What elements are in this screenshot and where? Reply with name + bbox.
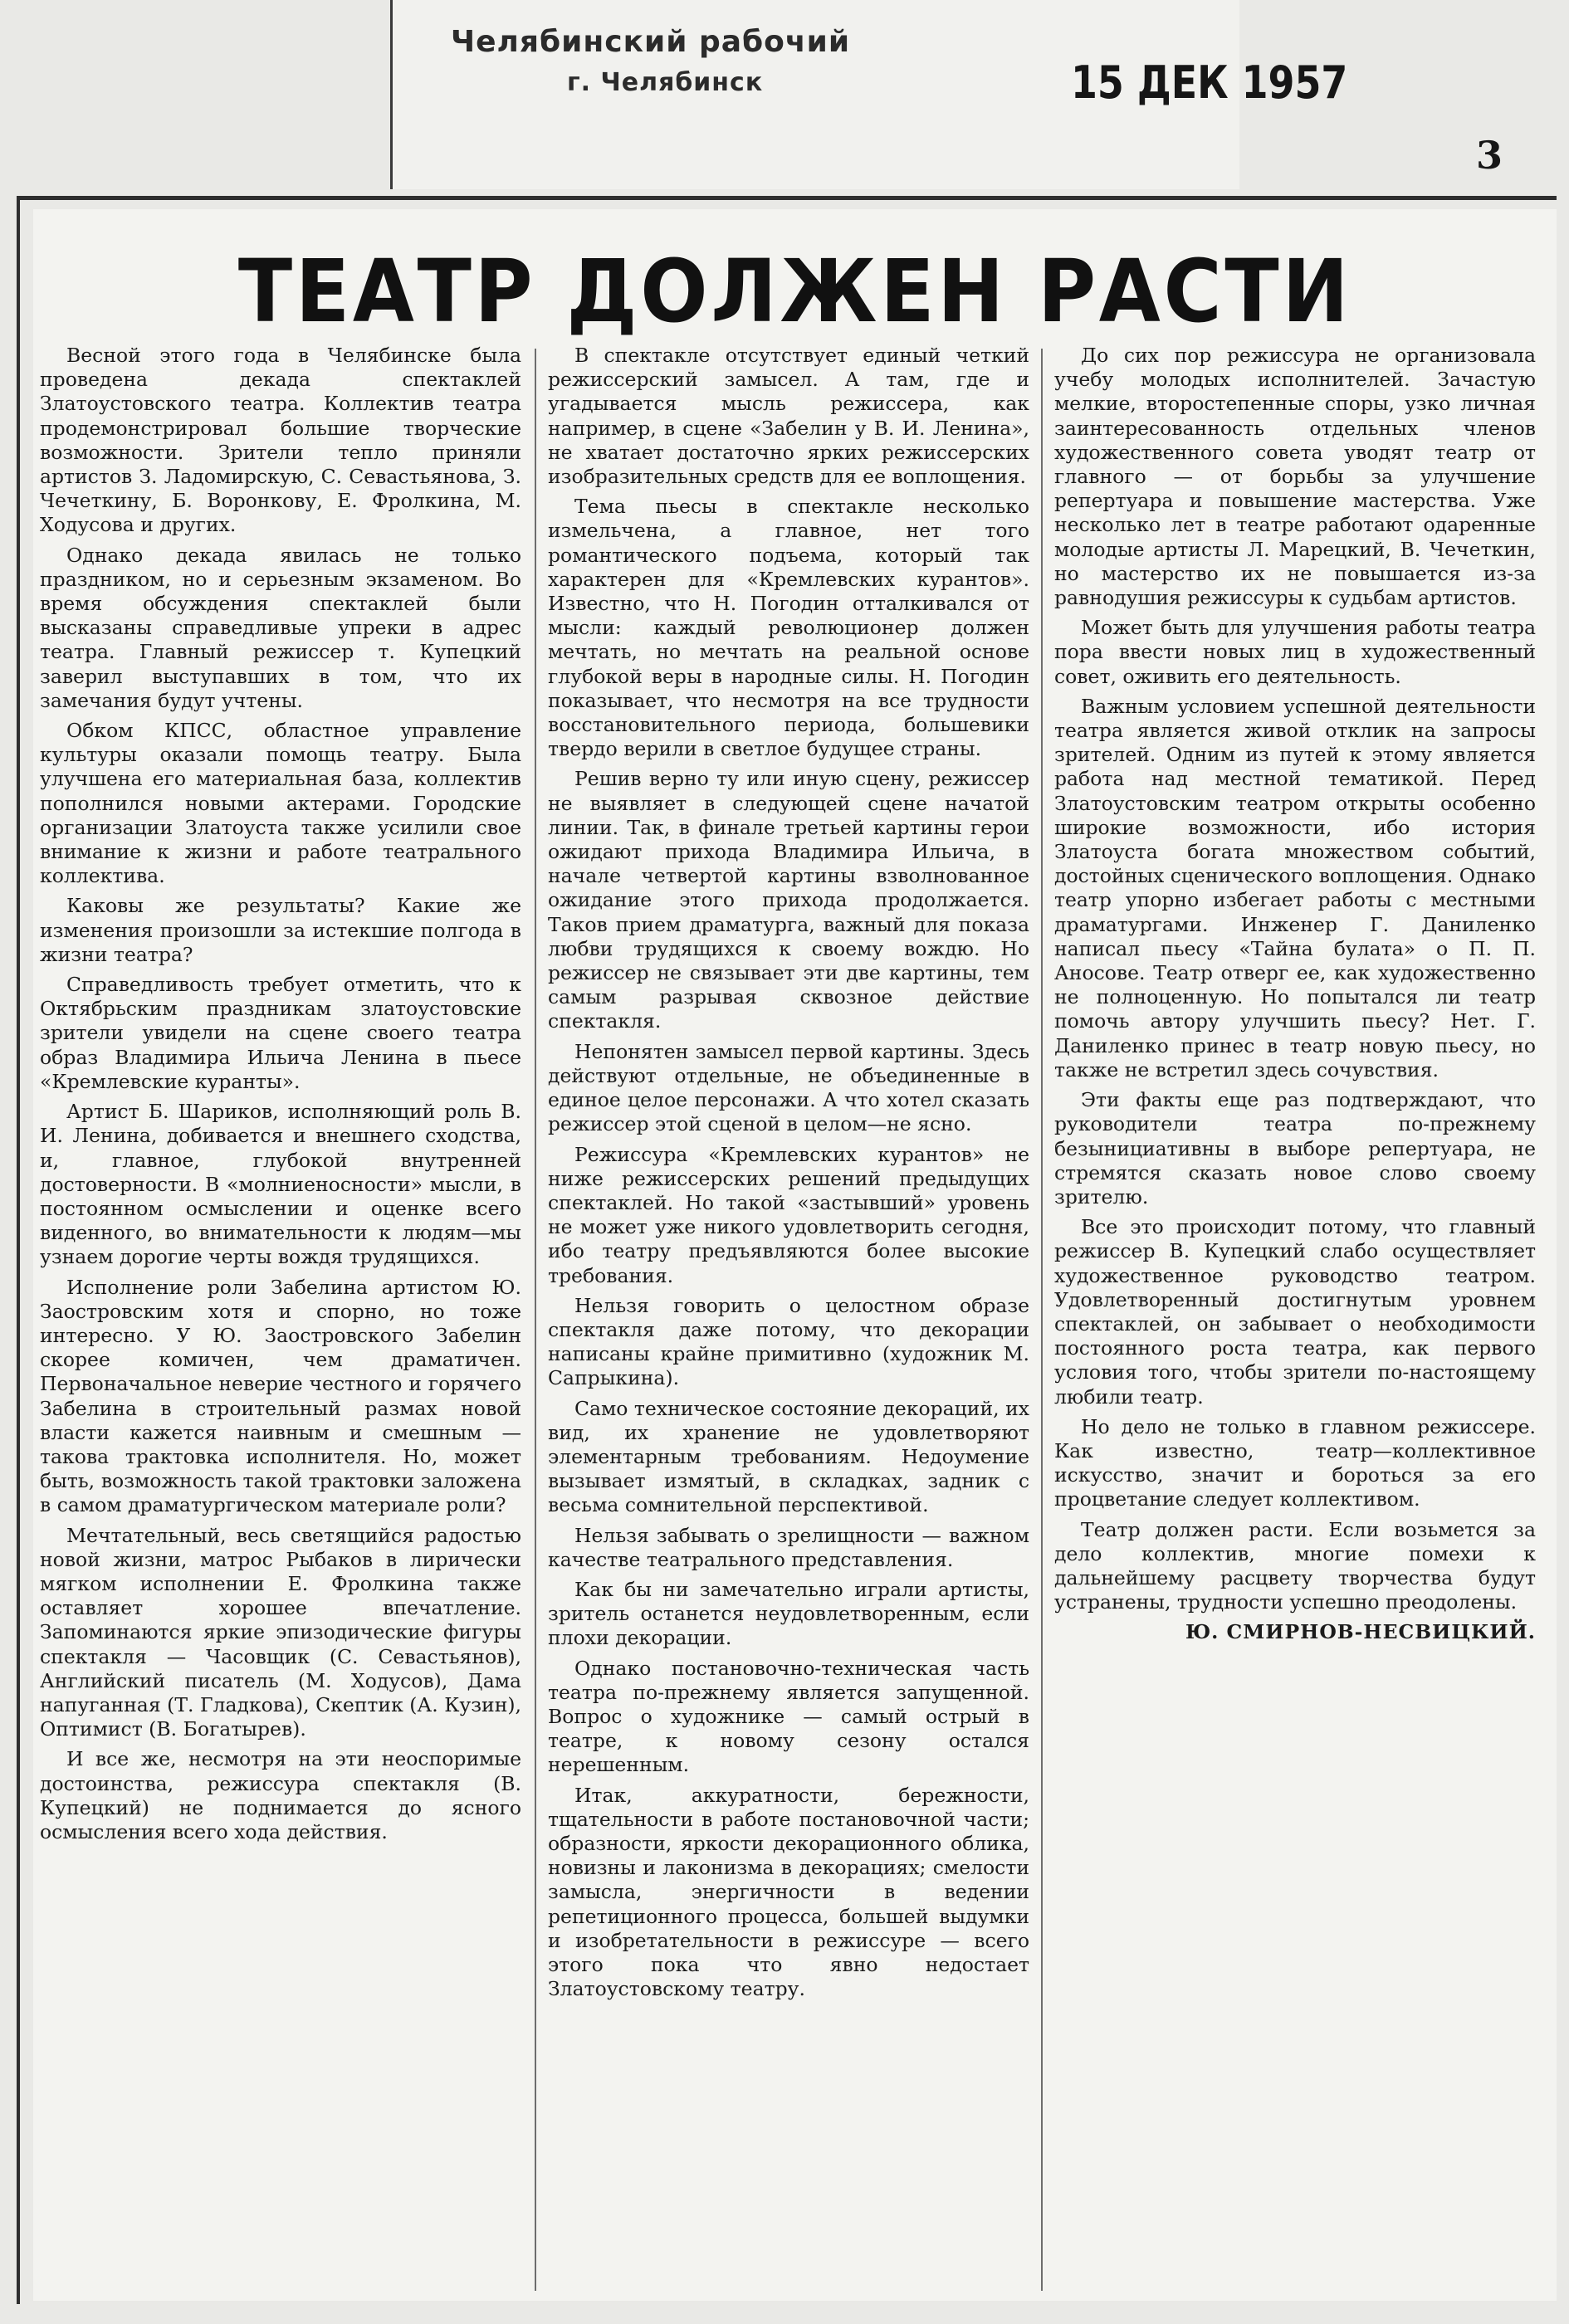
paragraph: Весной этого года в Челябинске была проведена декада спектаклей Златоустовского театра. Коллектив театра продемонстрировал большие творческие возможности. Зрители тепло приняли артистов З. Ладомирскую, С. Севастьянова, З. Чечеткину, Б. Воронкову, Е. Фролкина, М. Ходусова и других. bbox=[40, 344, 521, 537]
paragraph: Решив верно ту или иную сцену, режиссер не выявляет в следующей сцене начатой линии. Так, в финале третьей картины герои ожидают прихода Владимира Ильича, в начале четвертой картины взволнованное ожидание этого прихода продолжается. Таков прием драматурга, важный для показа любви трудящихся к своему вождю. Но режиссер не связывает эти две картины, тем самым разрывая сквозное действие спектакля. bbox=[548, 767, 1029, 1033]
paragraph: Нельзя говорить о целостном образе спектакля даже потому, что декорации написаны крайне примитивно (художник М. Сапрыкина). bbox=[548, 1293, 1029, 1390]
paragraph: Нельзя забывать о зрелищности — важном качестве театрального представления. bbox=[548, 1523, 1029, 1571]
paragraph: Само техническое состояние декораций, их вид, их хранение не удовлетворяют элементарным требованиям. Недоумение вызывает измятый, в складках, задник с весьма сомнительной перспективой. bbox=[548, 1396, 1029, 1517]
paragraph: Может быть для улучшения работы театра пора ввести новых лиц в художественный совет, оживить его деятельность. bbox=[1054, 616, 1536, 688]
top-rule bbox=[17, 196, 1557, 200]
paragraph: Театр должен расти. Если возьмется за дело коллектив, многие помехи к дальнейшему расцвету творчества будут устранены, трудности успешно преодолены. bbox=[1054, 1517, 1536, 1614]
paragraph: Но дело не только в главном режиссере. Как известно, театр—коллективное искусство, значит и бороться за его процветание следует коллективом. bbox=[1054, 1414, 1536, 1511]
newspaper-name: Челябинский рабочий bbox=[451, 25, 851, 59]
paragraph: Однако декада явилась не только праздником, но и серьезным экзаменом. Во время обсуждения спектаклей были высказаны справедливые упреки в адрес театра. Главный режиссер т. Купецкий заверил выступавших в том, что их замечания будут учтены. bbox=[40, 543, 521, 712]
paragraph: Однако постановочно-техническая часть театра по-прежнему является запущенной. Вопрос о художнике — самый острый в театре, к новому сезону остался нерешенным. bbox=[548, 1656, 1029, 1777]
paragraph: До сих пор режиссура не организовала учебу молодых исполнителей. Зачастую мелкие, второстепенные споры, узко личная заинтересованность отдельных членов художественного совета уводят театр от главного — от борьбы за улучшение репертуара и повышение мастерства. Уже несколько лет в театре работают одаренные молодые артисты Л. Марецкий, В. Чечеткин, но мастерство их не повышается из-за равнодушия режиссуры к судьбам артистов. bbox=[1054, 344, 1536, 610]
paragraph: Тема пьесы в спектакле несколько измельчена, а главное, нет того романтического подъема, который так характерен для «Кремлевских курантов». Известно, что Н. Погодин отталкивался от мысли: каждый революционер должен мечтать, но мечтать на реальной основе глубокой веры в народные силы. Н. Погодин показывает, что несмотря на все трудности восстановительного периода, большевики твердо верили в светлое будущее страны. bbox=[548, 495, 1029, 761]
paragraph: Исполнение роли Забелина артистом Ю. Заостровским хотя и спорно, но тоже интересно. У Ю. Заостровского Забелин скорее комичен, чем драматичен. Первоначальное неверие честного и горячего Забелина в строительный размах новой власти кажется наивным и смешным — такова трактовка исполнителя. Но, может быть, возможность такой трактовки заложена в самом драматургическом материале роли? bbox=[40, 1275, 521, 1517]
paragraph: Эти факты еще раз подтверждают, что руководители театра по-прежнему безынициативны в выборе репертуара, не стремятся сказать новое слово своему зрителю. bbox=[1054, 1088, 1536, 1208]
date-stamp: 15 ДЕК 1957 bbox=[1071, 56, 1348, 109]
paragraph: Как бы ни замечательно играли артисты, зритель останется неудовлетворенным, если плохи декорации. bbox=[548, 1577, 1029, 1650]
paragraph: И все же, несмотря на эти неоспоримые достоинства, режиссура спектакля (В. Купецкий) не поднимается до ясного осмысления всего хода действия. bbox=[40, 1747, 521, 1843]
paragraph: Все это происходит потому, что главный режиссер В. Купецкий слабо осуществляет художественное руководство театром. Удовлетворенный достигнутым уровнем спектаклей, он забывает о необходимости постоянного роста театра, как первого условия того, чтобы зрители по-настоящему любили театр. bbox=[1054, 1215, 1536, 1409]
left-rule bbox=[17, 196, 20, 2304]
paragraph: Итак, аккуратности, бережности, тщательности в работе постановочной части; образности, яркости декорационного облика, новизны и лаконизма в декорациях; смелости замысла, энергичности в ведении репетиционного процесса, большей выдумки и изобретательности в режиссуре — всего этого пока что явно недостает Златоустовскому театру. bbox=[548, 1783, 1029, 2001]
article-column-1 bbox=[40, 344, 521, 2294]
article-column-3 bbox=[1054, 344, 1536, 2294]
paragraph: Непонятен замысел первой картины. Здесь действуют отдельные, не объединенные в единое целое персонажи. А что хотел сказать режиссер этой сценой в целом—не ясно. bbox=[548, 1039, 1029, 1136]
paragraph: Важным условием успешной деятельности театра является живой отклик на запросы зрителей. Одним из путей к этому является работа над местной тематикой. Перед Златоустовским театром открыты особенно широкие возможности, ибо история Златоуста богата множеством событий, достойных сценического воплощения. Однако театр упорно избегает работы с местными драматургами. Инженер Г. Даниленко написал пьесу «Тайна булата» о П. П. Аносове. Театр отверг ее, как художественно не полноценную. Но попытался ли театр помочь автору улучшить пьесу? Нет. Г. Даниленко принес в театр новую пьесу, но также не встретил здесь сочувствия. bbox=[1054, 694, 1536, 1081]
paragraph: Каковы же результаты? Какие же изменения произошли за истекшие полгода в жизни театра? bbox=[40, 894, 521, 966]
paragraph: Мечтательный, весь светящийся радостью новой жизни, матрос Рыбаков в лирически мягком исполнении Е. Фролкина также оставляет хорошее впечатление. Запоминаются яркие эпизодические фигуры спектакля — Часовщик (С. Севастьянов), Английский писатель (М. Ходусов), Дама напуганная (Т. Гладкова), Скептик (А. Кузин), Оптимист (В. Богатырев). bbox=[40, 1523, 521, 1741]
newspaper-city: г. Челябинск bbox=[567, 68, 764, 97]
paragraph: Режиссура «Кремлевских курантов» не ниже режиссерских решений предыдущих спектаклей. Но такой «застывший» уровень не может уже никого удовлетворить сегодня, ибо театру предъявляются более высокие требования. bbox=[548, 1142, 1029, 1287]
paragraph: Артист Б. Шариков, исполняющий роль В. И. Ленина, добивается и внешнего сходства, и, главное, глубокой внутренней достоверности. В «молниеносности» мысли, в постоянном осмыслении и оценке всего виденного, во внимательности к людям—мы узнаем дорогие черты вождя трудящихся. bbox=[40, 1100, 521, 1269]
paragraph: Обком КПСС, областное управление культуры оказали помощь театру. Была улучшена его материальная база, коллектив пополнился новыми актерами. Городские организации Златоуста также усилили свое внимание к жизни и работе театрального коллектива. bbox=[40, 719, 521, 888]
page-number: 3 bbox=[1476, 133, 1503, 178]
paragraph: Справедливость требует отметить, что к Октябрьским праздникам златоустовские зрители увидели на сцене своего театра образ Владимира Ильича Ленина в пьесе «Кремлевские куранты». bbox=[40, 973, 521, 1093]
column-divider bbox=[1041, 349, 1043, 2291]
column-divider bbox=[535, 349, 536, 2291]
article-column-2 bbox=[548, 344, 1029, 2294]
headline: ТЕАТР ДОЛЖЕН РАСТИ bbox=[237, 241, 1352, 342]
paragraph: В спектакле отсутствует единый четкий режиссерский замысел. А там, где и угадывается мысль режиссера, как например, в сцене «Забелин у В. И. Ленина», не хватает достаточно ярких режиссерских изобразительных средств для ее воплощения. bbox=[548, 344, 1029, 489]
author-signature: Ю. СМИРНОВ-НЕСВИЦКИЙ. bbox=[1185, 1620, 1536, 1644]
article bbox=[33, 209, 1557, 2301]
